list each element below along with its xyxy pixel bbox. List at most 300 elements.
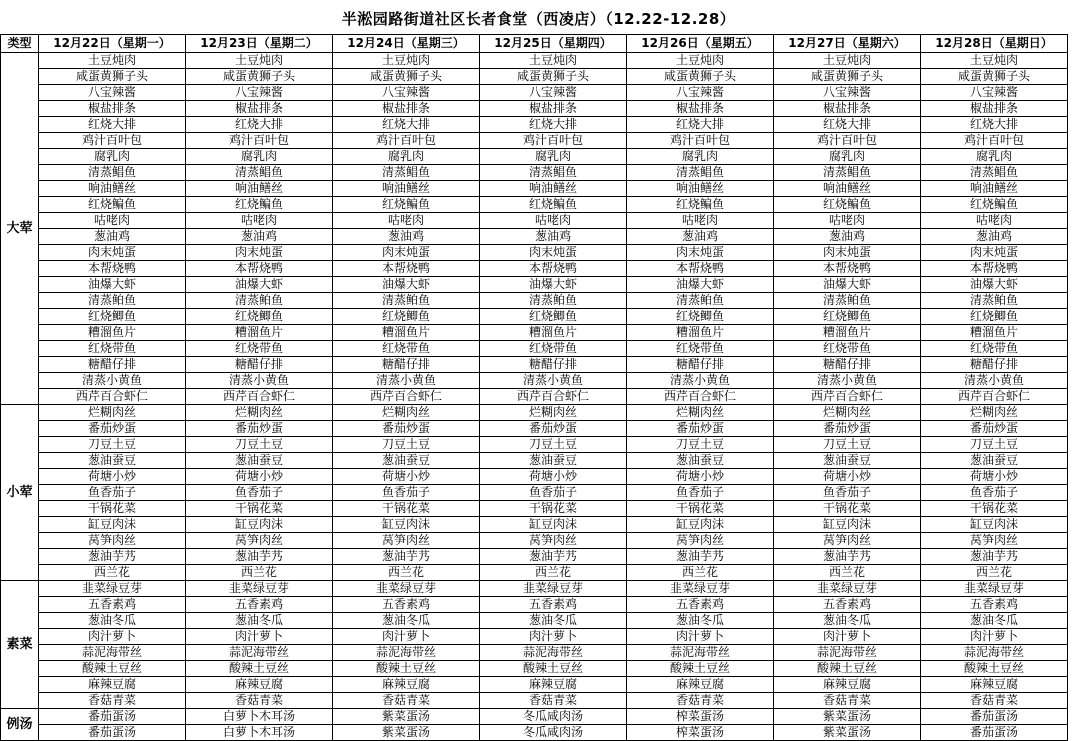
dish-cell: 鱼香茄子 bbox=[627, 485, 774, 501]
dish-cell: 鸡汁百叶包 bbox=[186, 133, 333, 149]
dish-cell: 清蒸小黄鱼 bbox=[627, 373, 774, 389]
dish-cell: 肉末炖蛋 bbox=[39, 245, 186, 261]
dish-cell: 清蒸小黄鱼 bbox=[480, 373, 627, 389]
dish-cell: 莴笋肉丝 bbox=[333, 533, 480, 549]
dish-cell: 葱油蚕豆 bbox=[921, 453, 1068, 469]
menu-table bbox=[0, 34, 1068, 741]
category-label: 小荤 bbox=[1, 405, 39, 581]
dish-cell: 红烧鲫鱼 bbox=[39, 309, 186, 325]
menu-row bbox=[1, 293, 1068, 309]
dish-cell: 油爆大虾 bbox=[627, 277, 774, 293]
page-title: 半淞园路街道社区长者食堂（西凌店）（12.22-12.28） bbox=[341, 10, 736, 28]
dish-cell: 椒盐排条 bbox=[39, 101, 186, 117]
dish-cell: 紫菜蛋汤 bbox=[774, 725, 921, 741]
dish-cell: 响油鳝丝 bbox=[39, 181, 186, 197]
dish-cell: 干锅花菜 bbox=[480, 501, 627, 517]
dish-cell: 肉汁萝卜 bbox=[480, 629, 627, 645]
dish-cell: 酸辣土豆丝 bbox=[480, 661, 627, 677]
menu-row bbox=[1, 149, 1068, 165]
dish-cell: 蒜泥海带丝 bbox=[333, 645, 480, 661]
dish-cell: 蒜泥海带丝 bbox=[921, 645, 1068, 661]
menu-row bbox=[1, 181, 1068, 197]
dish-cell: 清蒸鲳鱼 bbox=[333, 165, 480, 181]
header-row bbox=[1, 35, 1068, 53]
day-header: 12月22日（星期一） bbox=[39, 35, 186, 53]
dish-cell: 本帮烧鸭 bbox=[186, 261, 333, 277]
dish-cell: 缸豆肉沫 bbox=[333, 517, 480, 533]
dish-cell: 清蒸鲳鱼 bbox=[39, 165, 186, 181]
dish-cell: 红烧鳊鱼 bbox=[921, 197, 1068, 213]
dish-cell: 葱油鸡 bbox=[333, 229, 480, 245]
dish-cell: 刀豆土豆 bbox=[627, 437, 774, 453]
dish-cell: 酸辣土豆丝 bbox=[774, 661, 921, 677]
dish-cell: 葱油冬瓜 bbox=[480, 613, 627, 629]
menu-row bbox=[1, 389, 1068, 405]
dish-cell: 五香素鸡 bbox=[480, 597, 627, 613]
menu-row bbox=[1, 277, 1068, 293]
day-header: 12月25日（星期四） bbox=[480, 35, 627, 53]
dish-cell: 葱油芋艿 bbox=[333, 549, 480, 565]
dish-cell: 红烧带鱼 bbox=[480, 341, 627, 357]
dish-cell: 麻辣豆腐 bbox=[774, 677, 921, 693]
dish-cell: 清蒸鲳鱼 bbox=[480, 165, 627, 181]
menu-row bbox=[1, 549, 1068, 565]
dish-cell: 咸蛋黄狮子头 bbox=[774, 69, 921, 85]
dish-cell: 响油鳝丝 bbox=[480, 181, 627, 197]
dish-cell: 椒盐排条 bbox=[186, 101, 333, 117]
day-header: 12月24日（星期三） bbox=[333, 35, 480, 53]
menu-row bbox=[1, 405, 1068, 421]
dish-cell: 红烧鳊鱼 bbox=[39, 197, 186, 213]
dish-cell: 番茄蛋汤 bbox=[921, 725, 1068, 741]
dish-cell: 椒盐排条 bbox=[627, 101, 774, 117]
dish-cell: 鸡汁百叶包 bbox=[39, 133, 186, 149]
dish-cell: 荷塘小炒 bbox=[921, 469, 1068, 485]
dish-cell: 咸蛋黄狮子头 bbox=[921, 69, 1068, 85]
menu-row bbox=[1, 197, 1068, 213]
menu-row bbox=[1, 53, 1068, 69]
dish-cell: 糖醋仔排 bbox=[186, 357, 333, 373]
dish-cell: 清蒸鲳鱼 bbox=[627, 165, 774, 181]
dish-cell: 莴笋肉丝 bbox=[921, 533, 1068, 549]
dish-cell: 咕咾肉 bbox=[921, 213, 1068, 229]
dish-cell: 西兰花 bbox=[921, 565, 1068, 581]
menu-row bbox=[1, 373, 1068, 389]
dish-cell: 本帮烧鸭 bbox=[627, 261, 774, 277]
dish-cell: 荷塘小炒 bbox=[774, 469, 921, 485]
dish-cell: 糖醋仔排 bbox=[39, 357, 186, 373]
dish-cell: 干锅花菜 bbox=[186, 501, 333, 517]
dish-cell: 葱油芋艿 bbox=[921, 549, 1068, 565]
dish-cell: 肉末炖蛋 bbox=[627, 245, 774, 261]
dish-cell: 韭菜绿豆芽 bbox=[627, 581, 774, 597]
dish-cell: 红烧鲫鱼 bbox=[627, 309, 774, 325]
dish-cell: 酸辣土豆丝 bbox=[627, 661, 774, 677]
dish-cell: 西芹百合虾仁 bbox=[627, 389, 774, 405]
dish-cell: 红烧带鱼 bbox=[774, 341, 921, 357]
dish-cell: 咸蛋黄狮子头 bbox=[39, 69, 186, 85]
dish-cell: 油爆大虾 bbox=[480, 277, 627, 293]
dish-cell: 红烧大排 bbox=[333, 117, 480, 133]
dish-cell: 红烧大排 bbox=[39, 117, 186, 133]
menu-row bbox=[1, 613, 1068, 629]
dish-cell: 缸豆肉沫 bbox=[921, 517, 1068, 533]
dish-cell: 荷塘小炒 bbox=[480, 469, 627, 485]
dish-cell: 香菇青菜 bbox=[921, 693, 1068, 709]
dish-cell: 八宝辣酱 bbox=[480, 85, 627, 101]
dish-cell: 红烧鲫鱼 bbox=[186, 309, 333, 325]
dish-cell: 红烧大排 bbox=[186, 117, 333, 133]
dish-cell: 油爆大虾 bbox=[186, 277, 333, 293]
dish-cell: 糟溜鱼片 bbox=[921, 325, 1068, 341]
dish-cell: 缸豆肉沫 bbox=[774, 517, 921, 533]
dish-cell: 糟溜鱼片 bbox=[186, 325, 333, 341]
menu-row bbox=[1, 581, 1068, 597]
dish-cell: 油爆大虾 bbox=[921, 277, 1068, 293]
dish-cell: 腐乳肉 bbox=[774, 149, 921, 165]
menu-row bbox=[1, 501, 1068, 517]
dish-cell: 咸蛋黄狮子头 bbox=[333, 69, 480, 85]
dish-cell: 清蒸鲌鱼 bbox=[921, 293, 1068, 309]
menu-row bbox=[1, 85, 1068, 101]
dish-cell: 红烧鳊鱼 bbox=[627, 197, 774, 213]
category-label: 素菜 bbox=[1, 581, 39, 709]
dish-cell: 麻辣豆腐 bbox=[333, 677, 480, 693]
dish-cell: 葱油蚕豆 bbox=[480, 453, 627, 469]
dish-cell: 红烧带鱼 bbox=[921, 341, 1068, 357]
dish-cell: 麻辣豆腐 bbox=[39, 677, 186, 693]
dish-cell: 蒜泥海带丝 bbox=[186, 645, 333, 661]
dish-cell: 鱼香茄子 bbox=[774, 485, 921, 501]
dish-cell: 刀豆土豆 bbox=[333, 437, 480, 453]
dish-cell: 红烧鲫鱼 bbox=[333, 309, 480, 325]
dish-cell: 清蒸鲌鱼 bbox=[39, 293, 186, 309]
menu-row bbox=[1, 325, 1068, 341]
dish-cell: 咕咾肉 bbox=[39, 213, 186, 229]
dish-cell: 麻辣豆腐 bbox=[921, 677, 1068, 693]
menu-row bbox=[1, 661, 1068, 677]
menu-row bbox=[1, 629, 1068, 645]
dish-cell: 葱油冬瓜 bbox=[627, 613, 774, 629]
dish-cell: 本帮烧鸭 bbox=[480, 261, 627, 277]
dish-cell: 莴笋肉丝 bbox=[627, 533, 774, 549]
dish-cell: 酸辣土豆丝 bbox=[921, 661, 1068, 677]
menu-row bbox=[1, 453, 1068, 469]
dish-cell: 咸蛋黄狮子头 bbox=[480, 69, 627, 85]
dish-cell: 咕咾肉 bbox=[186, 213, 333, 229]
dish-cell: 土豆炖肉 bbox=[186, 53, 333, 69]
menu-row bbox=[1, 309, 1068, 325]
dish-cell: 榨菜蛋汤 bbox=[627, 709, 774, 725]
dish-cell: 清蒸鲳鱼 bbox=[774, 165, 921, 181]
dish-cell: 缸豆肉沫 bbox=[480, 517, 627, 533]
dish-cell: 五香素鸡 bbox=[774, 597, 921, 613]
dish-cell: 糟溜鱼片 bbox=[39, 325, 186, 341]
dish-cell: 糟溜鱼片 bbox=[480, 325, 627, 341]
dish-cell: 香菇青菜 bbox=[774, 693, 921, 709]
dish-cell: 葱油鸡 bbox=[921, 229, 1068, 245]
dish-cell: 缸豆肉沫 bbox=[627, 517, 774, 533]
dish-cell: 香菇青菜 bbox=[333, 693, 480, 709]
dish-cell: 干锅花菜 bbox=[921, 501, 1068, 517]
dish-cell: 荷塘小炒 bbox=[627, 469, 774, 485]
dish-cell: 西兰花 bbox=[333, 565, 480, 581]
dish-cell: 刀豆土豆 bbox=[480, 437, 627, 453]
dish-cell: 五香素鸡 bbox=[627, 597, 774, 613]
dish-cell: 香菇青菜 bbox=[186, 693, 333, 709]
dish-cell: 西芹百合虾仁 bbox=[39, 389, 186, 405]
dish-cell: 咕咾肉 bbox=[480, 213, 627, 229]
dish-cell: 酸辣土豆丝 bbox=[39, 661, 186, 677]
menu-row bbox=[1, 133, 1068, 149]
dish-cell: 烂糊肉丝 bbox=[186, 405, 333, 421]
dish-cell: 咸蛋黄狮子头 bbox=[186, 69, 333, 85]
dish-cell: 腐乳肉 bbox=[921, 149, 1068, 165]
dish-cell: 葱油蚕豆 bbox=[333, 453, 480, 469]
dish-cell: 腐乳肉 bbox=[333, 149, 480, 165]
dish-cell: 冬瓜咸肉汤 bbox=[480, 725, 627, 741]
dish-cell: 烂糊肉丝 bbox=[39, 405, 186, 421]
dish-cell: 韭菜绿豆芽 bbox=[774, 581, 921, 597]
dish-cell: 西兰花 bbox=[186, 565, 333, 581]
dish-cell: 葱油冬瓜 bbox=[186, 613, 333, 629]
dish-cell: 番茄炒蛋 bbox=[333, 421, 480, 437]
dish-cell: 葱油蚕豆 bbox=[774, 453, 921, 469]
menu-row bbox=[1, 69, 1068, 85]
dish-cell: 红烧带鱼 bbox=[627, 341, 774, 357]
dish-cell: 清蒸小黄鱼 bbox=[774, 373, 921, 389]
dish-cell: 西兰花 bbox=[39, 565, 186, 581]
menu-row bbox=[1, 709, 1068, 725]
dish-cell: 麻辣豆腐 bbox=[186, 677, 333, 693]
dish-cell: 肉末炖蛋 bbox=[480, 245, 627, 261]
dish-cell: 清蒸鲳鱼 bbox=[921, 165, 1068, 181]
dish-cell: 红烧带鱼 bbox=[186, 341, 333, 357]
dish-cell: 刀豆土豆 bbox=[921, 437, 1068, 453]
dish-cell: 糖醋仔排 bbox=[627, 357, 774, 373]
dish-cell: 椒盐排条 bbox=[333, 101, 480, 117]
dish-cell: 莴笋肉丝 bbox=[480, 533, 627, 549]
dish-cell: 八宝辣酱 bbox=[774, 85, 921, 101]
dish-cell: 土豆炖肉 bbox=[627, 53, 774, 69]
dish-cell: 烂糊肉丝 bbox=[480, 405, 627, 421]
dish-cell: 鱼香茄子 bbox=[39, 485, 186, 501]
dish-cell: 番茄蛋汤 bbox=[39, 709, 186, 725]
dish-cell: 鱼香茄子 bbox=[921, 485, 1068, 501]
dish-cell: 红烧鳊鱼 bbox=[186, 197, 333, 213]
dish-cell: 红烧大排 bbox=[627, 117, 774, 133]
dish-cell: 糟溜鱼片 bbox=[627, 325, 774, 341]
menu-row bbox=[1, 517, 1068, 533]
dish-cell: 番茄炒蛋 bbox=[39, 421, 186, 437]
dish-cell: 红烧大排 bbox=[480, 117, 627, 133]
dish-cell: 刀豆土豆 bbox=[774, 437, 921, 453]
dish-cell: 白萝卜木耳汤 bbox=[186, 709, 333, 725]
dish-cell: 红烧带鱼 bbox=[333, 341, 480, 357]
menu-row bbox=[1, 565, 1068, 581]
dish-cell: 酸辣土豆丝 bbox=[186, 661, 333, 677]
dish-cell: 酸辣土豆丝 bbox=[333, 661, 480, 677]
dish-cell: 糖醋仔排 bbox=[333, 357, 480, 373]
dish-cell: 麻辣豆腐 bbox=[627, 677, 774, 693]
dish-cell: 番茄蛋汤 bbox=[39, 725, 186, 741]
dish-cell: 鸡汁百叶包 bbox=[627, 133, 774, 149]
dish-cell: 本帮烧鸭 bbox=[774, 261, 921, 277]
dish-cell: 葱油冬瓜 bbox=[39, 613, 186, 629]
dish-cell: 咕咾肉 bbox=[774, 213, 921, 229]
dish-cell: 八宝辣酱 bbox=[333, 85, 480, 101]
dish-cell: 葱油鸡 bbox=[186, 229, 333, 245]
dish-cell: 香菇青菜 bbox=[39, 693, 186, 709]
dish-cell: 荷塘小炒 bbox=[186, 469, 333, 485]
dish-cell: 椒盐排条 bbox=[921, 101, 1068, 117]
dish-cell: 烂糊肉丝 bbox=[627, 405, 774, 421]
dish-cell: 葱油鸡 bbox=[627, 229, 774, 245]
dish-cell: 紫菜蛋汤 bbox=[333, 709, 480, 725]
dish-cell: 西芹百合虾仁 bbox=[333, 389, 480, 405]
menu-row bbox=[1, 725, 1068, 741]
dish-cell: 蒜泥海带丝 bbox=[480, 645, 627, 661]
dish-cell: 番茄炒蛋 bbox=[480, 421, 627, 437]
dish-cell: 番茄蛋汤 bbox=[921, 709, 1068, 725]
dish-cell: 西芹百合虾仁 bbox=[921, 389, 1068, 405]
menu-row bbox=[1, 485, 1068, 501]
dish-cell: 香菇青菜 bbox=[480, 693, 627, 709]
dish-cell: 干锅花菜 bbox=[774, 501, 921, 517]
dish-cell: 土豆炖肉 bbox=[480, 53, 627, 69]
dish-cell: 葱油芋艿 bbox=[186, 549, 333, 565]
dish-cell: 荷塘小炒 bbox=[333, 469, 480, 485]
dish-cell: 葱油芋艿 bbox=[774, 549, 921, 565]
dish-cell: 糖醋仔排 bbox=[921, 357, 1068, 373]
category-label: 大荤 bbox=[1, 53, 39, 405]
dish-cell: 清蒸小黄鱼 bbox=[333, 373, 480, 389]
menu-row bbox=[1, 533, 1068, 549]
dish-cell: 清蒸鲌鱼 bbox=[333, 293, 480, 309]
dish-cell: 蒜泥海带丝 bbox=[774, 645, 921, 661]
dish-cell: 糟溜鱼片 bbox=[774, 325, 921, 341]
dish-cell: 番茄炒蛋 bbox=[627, 421, 774, 437]
dish-cell: 麻辣豆腐 bbox=[480, 677, 627, 693]
dish-cell: 鸡汁百叶包 bbox=[333, 133, 480, 149]
dish-cell: 刀豆土豆 bbox=[39, 437, 186, 453]
menu-row bbox=[1, 229, 1068, 245]
dish-cell: 葱油鸡 bbox=[480, 229, 627, 245]
category-label: 例汤 bbox=[1, 709, 39, 741]
dish-cell: 糟溜鱼片 bbox=[333, 325, 480, 341]
dish-cell: 响油鳝丝 bbox=[333, 181, 480, 197]
dish-cell: 肉末炖蛋 bbox=[774, 245, 921, 261]
dish-cell: 红烧大排 bbox=[774, 117, 921, 133]
dish-cell: 糖醋仔排 bbox=[480, 357, 627, 373]
dish-cell: 葱油芋艿 bbox=[480, 549, 627, 565]
menu-row bbox=[1, 693, 1068, 709]
dish-cell: 西芹百合虾仁 bbox=[774, 389, 921, 405]
dish-cell: 鱼香茄子 bbox=[480, 485, 627, 501]
dish-cell: 八宝辣酱 bbox=[186, 85, 333, 101]
dish-cell: 腐乳肉 bbox=[480, 149, 627, 165]
dish-cell: 五香素鸡 bbox=[39, 597, 186, 613]
dish-cell: 八宝辣酱 bbox=[627, 85, 774, 101]
dish-cell: 西兰花 bbox=[480, 565, 627, 581]
dish-cell: 清蒸鲳鱼 bbox=[186, 165, 333, 181]
dish-cell: 西兰花 bbox=[774, 565, 921, 581]
dish-cell: 蒜泥海带丝 bbox=[627, 645, 774, 661]
dish-cell: 葱油芋艿 bbox=[39, 549, 186, 565]
dish-cell: 葱油芋艿 bbox=[627, 549, 774, 565]
dish-cell: 清蒸小黄鱼 bbox=[39, 373, 186, 389]
menu-body bbox=[1, 53, 1068, 741]
dish-cell: 清蒸鲌鱼 bbox=[627, 293, 774, 309]
dish-cell: 番茄炒蛋 bbox=[774, 421, 921, 437]
dish-cell: 莴笋肉丝 bbox=[186, 533, 333, 549]
dish-cell: 鸡汁百叶包 bbox=[774, 133, 921, 149]
dish-cell: 土豆炖肉 bbox=[774, 53, 921, 69]
dish-cell: 清蒸鲌鱼 bbox=[480, 293, 627, 309]
dish-cell: 白萝卜木耳汤 bbox=[186, 725, 333, 741]
day-header: 12月23日（星期二） bbox=[186, 35, 333, 53]
dish-cell: 红烧鳊鱼 bbox=[774, 197, 921, 213]
dish-cell: 鱼香茄子 bbox=[186, 485, 333, 501]
dish-cell: 韭菜绿豆芽 bbox=[333, 581, 480, 597]
menu-row bbox=[1, 597, 1068, 613]
dish-cell: 西兰花 bbox=[627, 565, 774, 581]
dish-cell: 腐乳肉 bbox=[186, 149, 333, 165]
dish-cell: 烂糊肉丝 bbox=[921, 405, 1068, 421]
dish-cell: 肉汁萝卜 bbox=[921, 629, 1068, 645]
dish-cell: 红烧鲫鱼 bbox=[921, 309, 1068, 325]
dish-cell: 鸡汁百叶包 bbox=[480, 133, 627, 149]
dish-cell: 土豆炖肉 bbox=[921, 53, 1068, 69]
dish-cell: 糖醋仔排 bbox=[774, 357, 921, 373]
dish-cell: 荷塘小炒 bbox=[39, 469, 186, 485]
dish-cell: 番茄炒蛋 bbox=[921, 421, 1068, 437]
menu-row bbox=[1, 261, 1068, 277]
dish-cell: 烂糊肉丝 bbox=[774, 405, 921, 421]
dish-cell: 韭菜绿豆芽 bbox=[921, 581, 1068, 597]
dish-cell: 鸡汁百叶包 bbox=[921, 133, 1068, 149]
dish-cell: 油爆大虾 bbox=[39, 277, 186, 293]
dish-cell: 葱油蚕豆 bbox=[39, 453, 186, 469]
menu-row bbox=[1, 645, 1068, 661]
dish-cell: 韭菜绿豆芽 bbox=[39, 581, 186, 597]
dish-cell: 西芹百合虾仁 bbox=[186, 389, 333, 405]
menu-row bbox=[1, 437, 1068, 453]
dish-cell: 清蒸鲌鱼 bbox=[186, 293, 333, 309]
dish-cell: 番茄炒蛋 bbox=[186, 421, 333, 437]
dish-cell: 缸豆肉沫 bbox=[39, 517, 186, 533]
dish-cell: 葱油鸡 bbox=[39, 229, 186, 245]
dish-cell: 响油鳝丝 bbox=[921, 181, 1068, 197]
dish-cell: 香菇青菜 bbox=[627, 693, 774, 709]
dish-cell: 紫菜蛋汤 bbox=[333, 725, 480, 741]
menu-row bbox=[1, 165, 1068, 181]
menu-row bbox=[1, 357, 1068, 373]
dish-cell: 缸豆肉沫 bbox=[186, 517, 333, 533]
dish-cell: 油爆大虾 bbox=[333, 277, 480, 293]
dish-cell: 咕咾肉 bbox=[333, 213, 480, 229]
menu-row bbox=[1, 245, 1068, 261]
dish-cell: 椒盐排条 bbox=[774, 101, 921, 117]
menu-row bbox=[1, 421, 1068, 437]
dish-cell: 韭菜绿豆芽 bbox=[186, 581, 333, 597]
dish-cell: 咕咾肉 bbox=[627, 213, 774, 229]
dish-cell: 八宝辣酱 bbox=[39, 85, 186, 101]
day-header: 12月26日（星期五） bbox=[627, 35, 774, 53]
dish-cell: 肉汁萝卜 bbox=[186, 629, 333, 645]
dish-cell: 腐乳肉 bbox=[627, 149, 774, 165]
day-header: 12月27日（星期六） bbox=[774, 35, 921, 53]
